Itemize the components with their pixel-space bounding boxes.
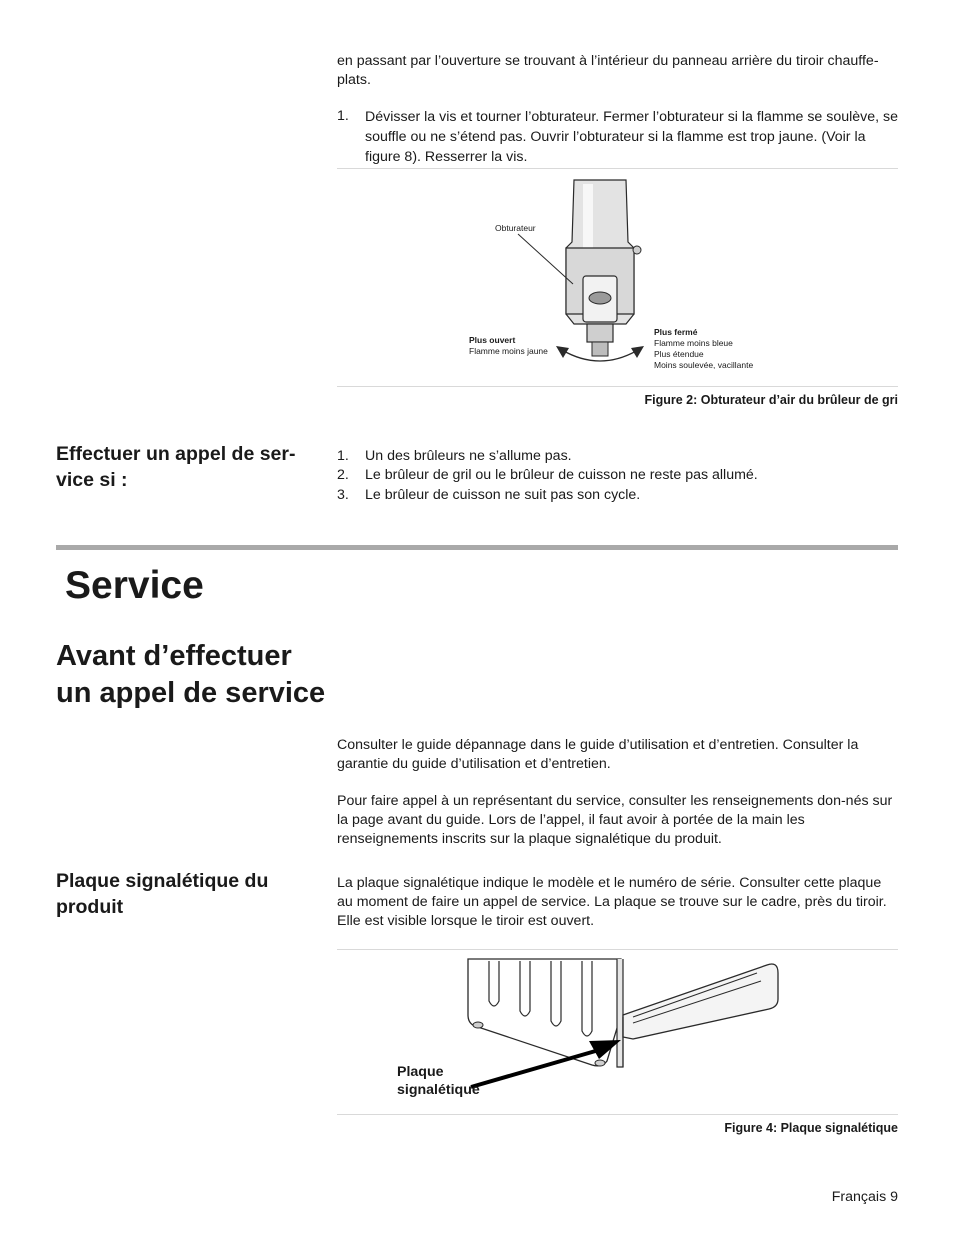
heading-line: Avant d’effectuer: [56, 640, 292, 672]
figure-4-caption: Figure 4: Plaque signalétique: [724, 1121, 898, 1135]
step-text: Dévisser la vis et tourner l’obturateur. Fermer l’obturateur si la flamme se soulève, se souffle ou ne s’étend pas. Ouvrir l’obturateur si la flamme est trop jaune. (Voir la figure 8). Resserrer la vis.: [365, 109, 899, 165]
figure-4-top-rule: [337, 949, 898, 950]
service-call-list: [337, 447, 899, 505]
plus-ferme-line: Flamme moins bleue: [654, 338, 733, 348]
list-number: 2.: [337, 467, 349, 484]
rating-plate-heading: [56, 868, 336, 920]
label-plus-ouvert: [469, 335, 548, 357]
heading-line: vice si :: [56, 469, 128, 491]
label-line: Plaque: [397, 1064, 444, 1080]
page-number: Français 9: [831, 1189, 898, 1205]
intro-paragraph: en passant par l’ouverture se trouvant à l’intérieur du panneau arrière du tiroir chauffe-plats.: [337, 53, 879, 88]
plus-ferme-line: Moins soulevée, vacillante: [654, 360, 754, 370]
step-number: 1.: [337, 108, 349, 124]
service-call-heading: [56, 441, 336, 493]
heading-line: Plaque signalétique du: [56, 870, 269, 892]
list-text: Un des brûleurs ne s’allume pas.: [365, 448, 572, 464]
figure-2: [337, 172, 898, 384]
list-text: Le brûleur de gril ou le brûleur de cuisson ne reste pas allumé.: [365, 467, 758, 484]
before-call-heading: [56, 638, 376, 712]
burner-shutter-illustration: [337, 172, 898, 384]
list-text: Le brûleur de cuisson ne suit pas son cycle.: [365, 486, 641, 503]
list-item: [337, 486, 899, 505]
section-title: Service: [65, 564, 204, 607]
plus-ouvert-title: Plus ouvert: [469, 335, 516, 345]
before-call-paragraph-2: Pour faire appel à un représentant du service, consulter les renseignements don-nés sur la page avant du guide. Lors de l’appel, il faut avoir à portée de la main les renseignements inscrits sur la plaque signalétique du produit.: [337, 793, 893, 847]
heading-line: un appel de service: [56, 677, 326, 709]
figure-2-top-rule: [337, 168, 898, 169]
figure-4-bottom-rule: [337, 1114, 898, 1115]
heading-line: produit: [56, 896, 124, 918]
section-divider: [56, 545, 898, 550]
list-item: [337, 466, 899, 485]
heading-line: Effectuer un appel de ser-: [56, 443, 296, 465]
before-call-paragraph-1: Consulter le guide dépannage dans le guide d’utilisation et d’entretien. Consulter la garantie du guide d’utilisation et d’entretien.: [337, 737, 859, 772]
figure-2-caption: Figure 2: Obturateur d’air du brûleur de gri: [644, 393, 898, 407]
list-item: [337, 447, 899, 466]
label-plaque: [397, 1063, 480, 1099]
figure-4: [337, 955, 898, 1112]
list-number: 1.: [337, 448, 349, 464]
plus-ouvert-desc: Flamme moins jaune: [469, 346, 548, 356]
figure-2-bottom-rule: [337, 386, 898, 387]
label-line: signalétique: [397, 1082, 480, 1098]
label-obturateur: Obturateur: [495, 223, 536, 233]
plus-ferme-line: Plus étendue: [654, 349, 704, 359]
step-1: [337, 107, 899, 169]
list-number: 3.: [337, 486, 349, 503]
plus-ferme-title: Plus fermé: [654, 327, 698, 337]
label-plus-ferme: [654, 327, 753, 371]
rating-plate-paragraph: La plaque signalétique indique le modèle et le numéro de série. Consulter cette plaque au moment de faire un appel de service. La plaque se trouve sur le cadre, près du tiroir. Elle est visible lorsque le tiroir est ouvert.: [337, 875, 887, 929]
